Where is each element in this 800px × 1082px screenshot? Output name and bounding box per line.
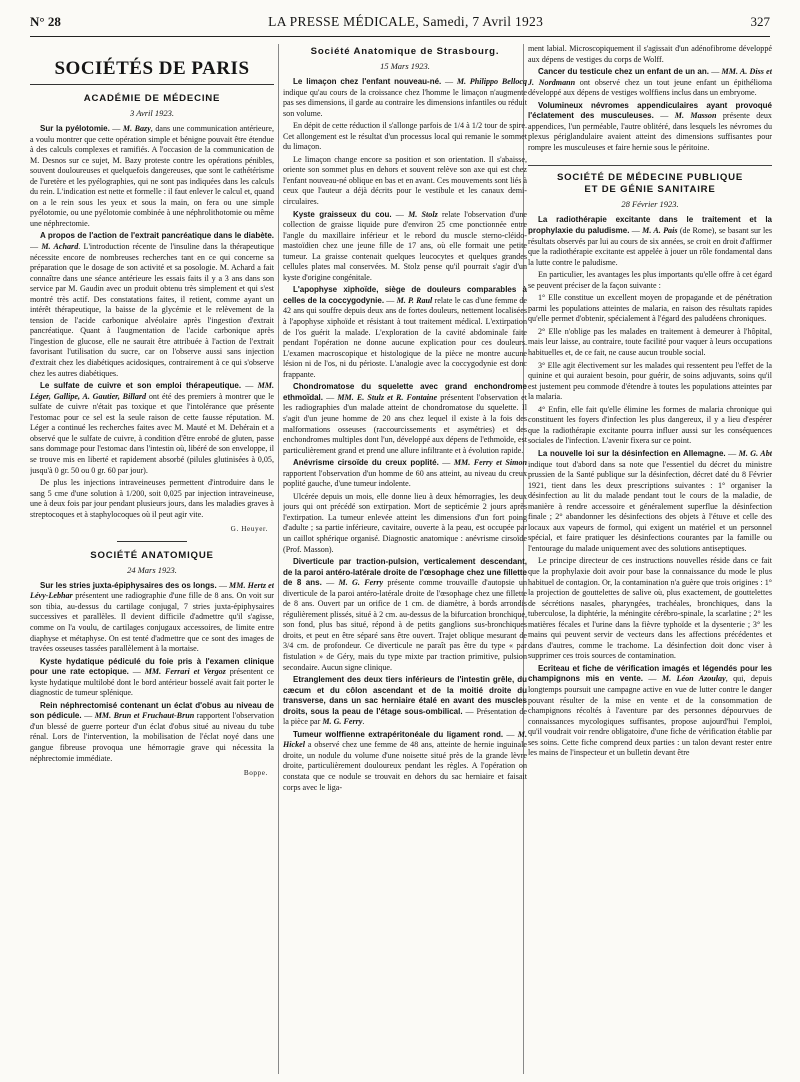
article-author: M. G. Abt	[738, 448, 772, 458]
article: Cancer du testicule chez un enfant de un an. — MM. A. Diss et J. Nordmann ont observé chez un tout jeune enfant un épithélioma développé aux dépens de vestiges wolffiens inclus dans un embryome.	[528, 67, 772, 98]
article-author: MM. E. Stulz et R. Fontaine	[337, 392, 438, 402]
article-title: Volumineux névromes appendiculaires ayant provoqué l'éclatement des musculeuses.	[528, 100, 772, 121]
article-paragraph: Le principe directeur de ces instructions nouvelles réside dans ce fait que la prophylaxie doit avoir pour base la connaissance du mode le plus habituel de contagion. Or, la contamination n'a guère que trois origines : 1° la projection de gouttelettes de salive où, plus exactement, de gouttelettes de sécrétions nasales, pharyngées, trachéales, bronchiques, dans la tuberculose, la diphtérie, la méningite cérébro-spinale, la scarlatine ; 2° les matières fécales et l'urine dans la fièvre typhoïde et la dysenterie ; 3° les mains qui peuvent servir de vecteurs dans les affections précédentes et dans d'autres, comme le trachome. La désinfection doit donc viser à supprimer ces trois sources de contamination.	[528, 556, 772, 661]
session-date: 15 Mars 1923.	[380, 61, 430, 71]
article-title: Etranglement des deux tiers inférieurs de l'intestin grêle, du cæcum et du côlon ascendant et de la moitié droite du transverse, dans un sac herniaire étalé en avant des muscles droits, sous la peau de l'étage sous-ombilical.	[283, 675, 527, 716]
column-3	[528, 44, 772, 1078]
article: La nouvelle loi sur la désinfection en Allemagne. — M. G. Abt indique tout d'abord dans sa note que l'essentiel du décret du ministre prussien de la Santé publique sur la désinfection, décret daté du 8 Février 1921, tient dans les deux prescriptions suivantes : 1° organiser la désinfection au lit du malade pendant tout le cours de la maladie, de manière à rendre accessoire et généralement superflue la désinfection finale ; 2° abandonner les désinfections des objets à l'étuve et celle des locaux aux vapeurs de formol, qui exigent un matériel et un personnel spécial, et faire pratiquer les désinfections courantes par la famille ou l'entourage du malade uniquement avec des solutions antiseptiques.	[528, 448, 772, 553]
article-title: Kyste graisseux du cou.	[293, 209, 392, 219]
article: Rein néphrectomisé contenant un éclat d'obus au niveau de son pédicule. — MM. Brun et Fruchaut-Brun rapportent l'observation d'un blessé de guerre porteur d'un éclat d'obus situé au niveau du tube rénal. Lors de l'intervention, la mobilisation de l'éclat noyé dans une gangue fibreuse provoqua une hémorragie grave qui nécessita la néphrectomie immédiate.	[30, 700, 274, 763]
article-body: (de Rome), se basant sur les résultats observés par lui au cours de six années, se croit en droit d'affirmer que la radiothérapie excitante est appelée à jouer un rôle fondamental dans la lutte contre le paludisme.	[528, 226, 772, 267]
article-title: Sur les stries juxta-épiphysaires des os longs.	[40, 580, 217, 590]
article-author: M. Masson	[674, 111, 717, 121]
article-body: présentent ce kyste hydatique multilobé dont le bord antérieur bosselé avait fait porter le diagnostic de tumeur splénique.	[30, 667, 274, 698]
article-author: MM. Hertz et Lévy-Lebhar	[30, 580, 274, 601]
article-title: L'apophyse xiphoïde, siège de douleurs comparables à celles de la coccygodynie.	[283, 285, 527, 305]
article: Volumineux névromes appendiculaires ayant provoqué l'éclatement des musculeuses. — M. Masson présente deux appendices, l'un perméable, l'autre oblitéré, dans lesquels les névromes du plexus périglandulaire avaient atteint des dimensions suffisantes pour rompre les musculeuses et faire hernie sous le péritoine.	[528, 100, 772, 152]
article-author: MM. Ferry et Simon	[453, 458, 527, 468]
article: A propos de l'action de l'extrait pancréatique dans le diabète. — M. Achard. L'introduction récente de l'insuline dans la thérapeutique nécessite encore de nombreuses recherches tant en ce qui concerne sa préparation que le dosage de son activité et sa posologie. M. Achard a fait connaître dans une séance antérieure les essais faits il y a 3 ans dans son service par M. Gaudin avec un produit obtenu très simplement et qui s'est montré très actif. Des constatations faites, il retient, comme ayant un intérêt thérapeutique, la baisse de la glycémie et le relèvement de la tension de l'acide carbonique alvéolaire après l'ingestion d'extrait pancréatique. Quant à l'augmentation de l'acide carbonique après l'ingestion de glucose, elle ne saurait être attribuée à l'action de l'extrait favorisant l'utilisation du sucre, car on l'observe aussi sans injection d'extrait chez les diabétiques acidosiques, contrairement à ce qui s'observe chez les autres diabétiques.	[30, 231, 274, 378]
article-body: indique qu'au cours de la croissance chez l'homme le limaçon n'augmente pas ses dimensions, il garde au contraire les dimensions infantiles ou réduit son volume.	[283, 87, 527, 118]
article-paragraph: En particulier, les avantages les plus importants qu'elle offre à cet égard se peuvent préciser de la façon suivante :	[528, 270, 772, 290]
article-title: Ecriteau et fiche de vérification imagés et légendés pour les champignons mis en vente.	[528, 663, 772, 684]
signature: Boppe.	[243, 769, 268, 778]
page-folio: 327	[750, 14, 770, 29]
article-body: Présentation de la pièce par	[283, 706, 527, 727]
article-body: présentent une radiographie d'une fille de 8 ans. On voit sur son tibia, au-dessus du cartilage conjugal, 7 stries juxta-épiphysaires successives et parallèles. Il devient difficile d'admettre qu'il s'agisse, comme on l'a voulu, de cartilages conjugaux accessoires, de limite entre diaphyse et métaphyse. On est tenté d'admettre que ce sont des images de travées osseuses tassées parallèlement à la mortaise.	[30, 591, 274, 654]
session-date: 28 Février 1923.	[621, 199, 679, 210]
article-author: M. Bazy	[122, 124, 151, 133]
article-title: Anévrisme cirsoïde du creux poplité.	[293, 458, 439, 468]
society-heading-line1: SOCIÉTÉ DE MÉDECINE PUBLIQUE	[556, 172, 744, 184]
article-body: qui, depuis longtemps poursuit une campagne active en vue de lutter contre le danger pouvant résulter de la mise en vente et de la consommation de champignons récoltés à l'aventure par des personnes dépourvues de connaissances mycologiques suffisantes, propose aujourd'hui l'emploi, qu'il voudrait voir rendre obligatoire, d'une fiche de vérification établie par ses soins. Cette fiche comprend deux parties : un talon devant rester entre les mains de l'inspecteur et un bulletin devant être	[528, 674, 772, 758]
article: Kyste graisseux du cou. — M. Stolz relate l'observation d'une collection de graisse liquide pure d'environ 25 cme ponctionnée entre l'angle du maxillaire inférieur et le rebord du muscle sterno-cléido-mastoïdien chez une jeune fille de 17 ans, où elle formait une petite tumeur. La graisse contenait quelques leucocytes et quelques grandes cellules plates mal conservées. M. Stolz pense qu'il pourrait s'agir d'un kyste d'origine congénitale.	[283, 209, 527, 282]
society-heading: Société Anatomique de Strasbourg.	[310, 46, 500, 57]
article: L'apophyse xiphoïde, siège de douleurs comparables à celles de la coccygodynie. — M. P. Raul relate le cas d'une femme de 42 ans qui souffre depuis deux ans de fortes douleurs, nettement localisées à l'apophyse xiphoïde et résistant à tout traitement médical. L'extirpation de l'os guérit la malade. L'exploration de la cavité abdominale faite pendant l'opération ne donne aucune explication pour ces douleurs. L'examen macroscopique et histologique de la pièce ne montre aucune lésion ni de l'os, ni du périoste. L'analogie avec la coccygodynie est donc frappante.	[283, 285, 527, 379]
article-paragraph: De plus les injections intraveineuses permettent d'introduire dans le sang 5 cme d'une solution à 1/200, soit 0,025 par injection intraveineuse, une à deux fois par jour pendant plusieurs jours, dans les maladies graves à streptocoques et à staphylocoques où il peut agir vite.	[30, 478, 274, 519]
article-body: ont été des premiers à montrer que le sulfate de cuivre n'était pas toxique et que l'intolérance que présente l'estomac pour ce sel est la seule raison de cette fausse réputation. M. Léger a continué les recherches faites avec M. Mauté et M. Dehérain et a observé que le sulfate de cuivre, à condition d'être enrobé de gluten, passe sans dommage pour l'estomac dans l'intestin où, libéré de son enveloppe, il se trouve mis en liberté et rapidement absorbé (pilules glutinisées à 0,05, jusqu'à 0 gr. 50 ou 0 gr. 60 par jour).	[30, 391, 274, 475]
article-body: présente deux appendices, l'un perméable, l'autre oblitéré, dans lesquels les névromes du plexus périglandulaire avaient atteint des dimensions suffisantes pour rompre les musculeuses et faire hernie sous le péritoine.	[528, 111, 772, 152]
article: Tumeur wolffienne extrapéritonéale du ligament rond. — M. Hickel a observé chez une femme de 48 ans, atteinte de hernie inguinale droite, un nodule du volume d'une noisette situé près de la grande lèvre droite, particulièrement douloureux pendant les règles. A l'opération on constata que ce nodule se trouvait en dehors du sac herniaire et faisait corps avec le liga-	[283, 729, 527, 792]
column-rule	[278, 44, 279, 1074]
article-paragraph: 1° Elle constitue un excellent moyen de propagande et de pénétration parmi les populations atteintes de malaria, en raison des résultats rapides qu'elle permet d'obtenir, spécialement à l'égard des paludéens chroniques.	[528, 293, 772, 324]
signature: G. Heuyer.	[230, 525, 268, 534]
article-title: Cancer du testicule chez un enfant de un an.	[538, 67, 709, 77]
article: Chondromatose du squelette avec grand enchondrome ethmoïdal. — MM. E. Stulz et R. Fontaine présentent l'observation et les radiographies d'un malade atteint de chondromatose du squelette. Il s'agit d'un jeune homme de 20 ans chez lequel il existe à la fois des malformations osseuses (raccourcissements et asymétries) et des enchondromes multiples dont l'un, développé aux dépens de l'ethmoïde, est particulièrement grand et prend une allure infiltrante et à évolution rapide.	[283, 382, 527, 455]
article: La radiothérapie excitante dans le traitement et la prophylaxie du paludisme. — M. A. Pais (de Rome), se basant sur les résultats observés par lui au cours de six années, se croit en droit d'affirmer que la radiothérapie excitante est appelée à jouer un rôle fondamental dans la lutte contre le paludisme.	[528, 215, 772, 267]
article-body: présente comme trouvaille d'autopsie un diverticule de la paroi antéro-latérale droite de l'œsophage chez une fillette de 8 ans. Ouvert par un orifice de 1 cm. de diamètre, à bords arrondis régulièrement plissés, situé à 2 cm. au-dessus de la bifurcation bronchique, son fond, plus bas situé, répond à de petits ganglions sus-bronchiques droits, et peut en être séparé sans être ouvert. Trajet oblique mesurant de 3/4 cm. de profondeur. Ce diverticule ne paraît pas être du type « par fistulation » de Géry, mais du type mixte par traction primitive, pulsion secondaire. Aucun signe clinique.	[283, 578, 527, 672]
article-title: Kyste hydatique pédiculé du foie pris à l'examen clinique pour une rate ectopique.	[30, 656, 274, 677]
article-author: MM. A. Diss et J. Nordmann	[528, 67, 772, 87]
article-author: M. P. Raul	[396, 295, 433, 305]
article-author: M. Stolz	[408, 209, 438, 219]
article-paragraph: Ulcérée depuis un mois, elle donne lieu à deux hémorragies, les deux jours qui ont précédé son extirpation. Mort de septicémie 2 jours après l'extirpation. La tumeur enlevée atteint les dimensions d'un fort poing d'adulte ; sa partie inférieure, cavitaire, ouverte à la peau, est occupée par un caillot sphérique organisé. Diagnostic anatomique : anévrisme cirsoïde (Prof. Masson).	[283, 491, 527, 554]
article-author: MM. Brun et Fruchaut-Brun	[94, 711, 195, 721]
article-body: dans une communication antérieure, a voulu montrer que cette opération simple et bénigne pouvait être étendue à des calculs complexes et ramifiés. A l'occasion de la communication de M. Desnos sur ce sujet, M. Bazy proteste contre les opérations pénibles, souvent douloureuses et quelquefois dangereuses, que sont le cathétérisme de l'uretère et les pyélographies, qui ne sont pas indiquées dans les calculs du rein. L'indication est nette et formelle : il faut enlever le calcul et, quand on a le rein sous les yeux et sous la main, on fera ou une simple pyélotomie, ou une pyélotomie combinée à une néphrolithotomie ou même une néphrectomie.	[30, 124, 274, 228]
article-paragraph: 3° Elle agit électivement sur les malades qui ressentent peu l'effet de la quinine et qui auraient besoin, pour guérir, de soins adjuvants, soins qu'il est justement peu commode d'étendre à toutes les populations atteintes par la malaria.	[528, 360, 772, 402]
article-title: Le limaçon chez l'enfant nouveau-né.	[293, 77, 442, 86]
article-title: La nouvelle loi sur la désinfection en Allemagne.	[538, 448, 726, 458]
separator	[117, 541, 187, 542]
article: Sur la pyélotomie. — M. Bazy, dans une communication antérieure, a voulu montrer que cette opération simple et bénigne pouvait être étendue à des calculs complexes et ramifiés. A l'occasion de la communication de M. Desnos sur ce sujet, M. Bazy proteste contre les opérations pénibles, souvent douloureuses et quelquefois dangereuses, que sont le cathétérisme de l'uretère et les pyélographies, qui ne sont pas indiquées dans les calculs du rein. L'indication est nette et formelle : il faut enlever le calcul et, quand on a le rein sous les yeux et sous la main, on fera ou une simple pyélotomie, ou une pyélotomie combinée à une néphrolithotomie ou même une néphrectomie.	[30, 124, 274, 228]
article-paragraph: En dépit de cette réduction il s'allonge parfois de 1/4 à 1/2 tour de spire. Cet allongement est le résultat d'un processus local qui remanie le sommet du limaçon.	[283, 121, 527, 152]
journal-masthead: LA PRESSE MÉDICALE, Samedi, 7 Avril 1923	[268, 14, 544, 29]
article-author: M. Léon Azoulay	[661, 674, 726, 684]
article-body: rapportent l'observation d'un homme de 60 ans atteint, au niveau du creux poplité gauche, d'une tumeur indolente.	[283, 468, 527, 489]
article-title: La radiothérapie excitante dans le traitement et la prophylaxie du paludisme.	[528, 215, 772, 236]
article-author: M. Achard	[41, 242, 79, 252]
running-header	[30, 14, 770, 37]
article-title: Diverticule par traction-pulsion, verticalement descendant, de la paroi antéro-latérale droite de l'œsophage chez une fillette de 8 ans.	[283, 557, 527, 588]
society-heading-line2: ET DE GÉNIE SANITAIRE	[584, 184, 716, 196]
article-body: présentent l'observation et les radiographies d'un malade atteint de chondromatose du squelette. Il s'agit d'un jeune homme de 20 ans chez lequel il existe à la fois des malformations osseuses (raccourcissements et asymétries) et des enchondromes multiples dont l'un, développé aux dépens de l'ethmoïde, est particulièrement grand et prend une allure infiltrante et à évolution rapide.	[283, 392, 527, 455]
article-body: rapportent l'observation d'un blessé de guerre porteur d'un éclat d'obus situé au niveau du tube rénal. Lors de l'intervention, la mobilisation de l'éclat noyé dans une gangue fibreuse provoqua une hémorragie grave qui nécessita la néphrectomie immédiate.	[30, 711, 274, 763]
section-title: SOCIÉTÉS DE PARIS	[30, 44, 274, 85]
article-paragraph: Le limaçon change encore sa position et son orientation. Il s'abaisse, oriente son sommet plus en dehors et souvent relève son axe qui est chez l'enfant nouveau-né oblique en bas et en avant. Ces mouvements sont liés à ceux que l'auteur a déjà décrits pour le vestibule et les canaux demi-circulaires.	[283, 154, 527, 207]
article-body: L'introduction récente de l'insuline dans la thérapeutique nécessite encore de nombreuses recherches tant en ce qui concerne sa préparation que le dosage de son activité et sa posologie. M. Achard a fait connaître dans une séance antérieure les essais faits il y a 3 ans dans son service par M. Gaudin avec un produit obtenu très simplement et qui s'est montré très actif. Des constatations faites, il retient, comme ayant un intérêt thérapeutique, la baisse de la glycémie et le relèvement de la tension de l'acide carbonique alvéolaire après l'ingestion d'extrait pancréatique. Quant à l'augmentation de l'acide carbonique après l'ingestion de glucose, elle ne saurait être attribuée à l'action de l'extrait favorisant l'utilisation du sucre, car on l'observe aussi sans injection d'extrait chez les diabétiques acidosiques, contrairement à ce qui s'observe chez les autres diabétiques.	[30, 242, 274, 378]
article: Le sulfate de cuivre et son emploi thérapeutique. — MM. Léger, Gallipe, A. Gautier, Billard ont été des premiers à montrer que le sulfate de cuivre n'était pas toxique et que l'intolérance que présente l'estomac pour ce sel est la seule raison de cette fausse réputation. M. Léger a continué les recherches faites avec M. Mauté et M. Dehérain et a observé que le sulfate de cuivre, à condition d'être enrobé de gluten, passe sans dommage pour l'estomac dans l'intestin où, libéré de son enveloppe, il se trouve mis en liberté et rapidement absorbé (pilules glutinisées à 0,05, jusqu'à 0 gr. 50 ou 0 gr. 60 par jour).	[30, 381, 274, 475]
article-body: indique tout d'abord dans sa note que l'essentiel du décret du ministre prussien de la Santé publique sur la désinfection, décret daté du 8 Février 1921, tient dans les deux prescriptions suivantes : 1° organiser la désinfection au lit du malade pendant tout le cours de la maladie, de manière à rendre accessoire et généralement superflue la désinfection finale ; 2° abandonner les désinfections des objets à l'étuve et celle des locaux aux vapeurs de formol, qui exigent un matériel et un personnel spécial, et faire pratiquer les désinfections courantes par la famille ou l'entourage du malade uniquement avec des solutions antiseptiques.	[528, 459, 772, 553]
article-author: M. Philippo Bellocq	[456, 77, 527, 86]
article-author: MM. Ferrari et Vergoz	[144, 667, 226, 677]
article: Anévrisme cirsoïde du creux poplité. — MM. Ferry et Simon rapportent l'observation d'un homme de 60 ans atteint, au niveau du creux poplité gauche, d'une tumeur indolente.	[283, 458, 527, 489]
article-author: M. Hickel	[283, 729, 527, 750]
article-continuation: ment labial. Microscopiquement il s'agissait d'un adénofibrome développé aux dépens de vestiges du corps de Wolff.	[528, 44, 772, 64]
article: Sur les stries juxta-épiphysaires des os longs. — MM. Hertz et Lévy-Lebhar présentent une radiographie d'une fille de 8 ans. On voit sur son tibia, au-dessus du cartilage conjugal, 7 stries juxta-épiphysaires successives et parallèles. Il devient difficile d'admettre qu'il s'agisse, comme on l'a voulu, de cartilages conjugaux accessoires, de limite entre diaphyse et métaphyse. On est tenté d'admettre que ce sont des images de travées osseuses tassées parallèlement à la mortaise.	[30, 580, 274, 654]
article-title: Sur la pyélotomie.	[40, 124, 110, 133]
society-heading: SOCIÉTÉ ANATOMIQUE	[90, 549, 214, 561]
article-paragraph: 4° Enfin, elle fait qu'elle élimine les formes de malaria chronique qui constituent les foyers d'infection les plus dangereux, il y a lieu d'espérer que la radiothérapie excitante pourra influer aussi sur les conséquences sociales de l'infection. L'avenir fixera sur ce point.	[528, 404, 772, 446]
article-body: relate le cas d'une femme de 42 ans qui souffre depuis deux ans de fortes douleurs, nettement localisées à l'apophyse xiphoïde et résistant à tout traitement médical. L'extirpation de l'os guérit la malade. L'exploration de la cavité abdominale faite pendant l'opération ne donne aucune explication pour ces douleurs. L'examen macroscopique et histologique de la pièce ne montre aucune lésion ni de l'os, ni du périoste. L'analogie avec la coccygodynie est donc frappante.	[283, 295, 527, 379]
session-date: 3 Avril 1923.	[130, 108, 174, 118]
article-title: Le sulfate de cuivre et son emploi thérapeutique.	[40, 381, 242, 391]
article-author: M. G. Ferry	[338, 578, 384, 588]
society-heading: ACADÉMIE DE MÉDECINE	[83, 93, 221, 104]
article-title: A propos de l'action de l'extrait pancréatique dans le diabète.	[40, 231, 274, 241]
article: Ecriteau et fiche de vérification imagés et légendés pour les champignons mis en vente. — M. Léon Azoulay, qui, depuis longtemps poursuit une campagne active en vue de lutter contre le danger pouvant résulter de la mise en vente et de la consommation de champignons récoltés à l'aventure par des personnes dépourvues de connaissances mycologiques suffisantes, propose aujourd'hui l'emploi, qu'il voudrait voir rendre obligatoire, d'une fiche de vérification établie par ses soins. Cette fiche comprend deux parties : un talon devant rester entre les mains de l'inspecteur et un bulletin devant être	[528, 663, 772, 758]
society-heading	[528, 165, 772, 196]
article-body: relate l'observation d'une collection de graisse liquide pure d'environ 25 cme ponctionnée entre l'angle du maxillaire inférieur et le rebord du muscle sterno-cléido-mastoïdien chez une jeune fille de 17 ans, où elle formait une petite tumeur. La graisse contenait quelques leucocytes et quelques grandes cellules plates mal conservées. M. Stolz pense qu'il pourrait s'agir d'un kyste d'origine congénitale.	[283, 209, 527, 282]
article-author: M. A. Pais	[642, 226, 678, 236]
issue-number: N° 28	[30, 14, 61, 29]
column-1	[30, 44, 274, 1078]
article-author: M. G. Ferry	[322, 717, 363, 727]
article-title: Chondromatose du squelette avec grand enchondrome ethmoïdal.	[283, 382, 527, 402]
article-body: ont observé chez un tout jeune enfant un épithélioma développé aux dépens de vestiges wolffiens inclus dans un embryome.	[528, 77, 772, 98]
article-paragraph: 2° Elle n'oblige pas les malades en traitement à demeurer à l'hôpital, mais leur laisse, au contraire, toute facilité pour vaquer à leurs occupations habituelles et, de ce fait, ne cause aucun trouble social.	[528, 326, 772, 358]
article-body: a observé chez une femme de 48 ans, atteinte de hernie inguinale droite, un nodule du volume d'une noisette situé près de la grande lèvre droite, particulièrement douloureux pendant les règles. A l'opération on constata que ce nodule se trouvait en dehors du sac herniaire et faisait corps avec le liga-	[283, 740, 527, 792]
session-date: 24 Mars 1923.	[127, 564, 177, 575]
article: Le limaçon chez l'enfant nouveau-né. — M. Philippo Bellocq indique qu'au cours de la croissance chez l'homme le limaçon n'augmente pas ses dimensions, il garde au contraire les dimensions infantiles ou réduit son volume.	[283, 77, 527, 118]
article: Kyste hydatique pédiculé du foie pris à l'examen clinique pour une rate ectopique. — MM. Ferrari et Vergoz présentent ce kyste hydatique multilobé dont le bord antérieur bosselé avait fait porter le diagnostic de tumeur splénique.	[30, 656, 274, 698]
article: Etranglement des deux tiers inférieurs de l'intestin grêle, du cæcum et du côlon ascendant et de la moitié droite du transverse, dans un sac herniaire étalé en avant des muscles droits, sous la peau de l'étage sous-ombilical. — Présentation de la pièce par M. G. Ferry.	[283, 675, 527, 727]
article-title: Tumeur wolffienne extrapéritonéale du ligament rond.	[293, 729, 504, 739]
article-title: Rein néphrectomisé contenant un éclat d'obus au niveau de son pédicule.	[30, 700, 274, 721]
article: Diverticule par traction-pulsion, verticalement descendant, de la paroi antéro-latérale droite de l'œsophage chez une fillette de 8 ans. — M. G. Ferry présente comme trouvaille d'autopsie un diverticule de la paroi antéro-latérale droite de l'œsophage chez une fillette de 8 ans. Ouvert par un orifice de 1 cm. de diamètre, à bords arrondis régulièrement plissés, situé à 2 cm. au-dessus de la bifurcation bronchique, son fond, plus bas situé, répond à de petits ganglions sus-bronchiques droits, et peut en être séparé sans être ouvert. Trajet oblique mesurant de 3/4 cm. de profondeur. Ce diverticule ne paraît pas être du type « par fistulation » de Géry, mais du type mixte par traction primitive, pulsion secondaire. Aucun signe clinique.	[283, 557, 527, 672]
column-2	[283, 44, 527, 1078]
article-author: MM. Léger, Gallipe, A. Gautier, Billard	[30, 381, 274, 401]
